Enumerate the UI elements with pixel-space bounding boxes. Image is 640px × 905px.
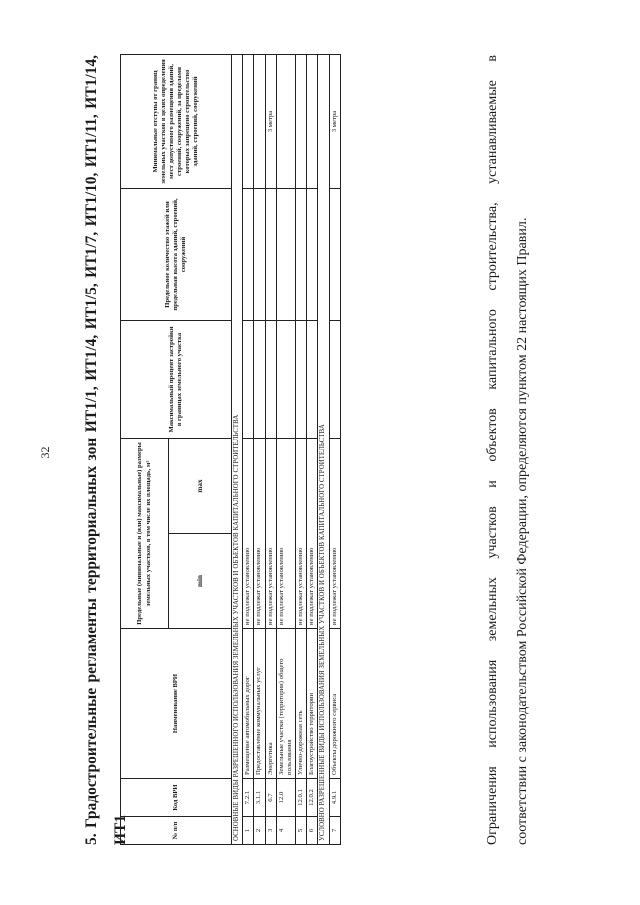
cell-percent xyxy=(243,321,254,439)
cell-setback xyxy=(307,55,318,189)
cell-percent xyxy=(265,321,276,439)
cell-floors xyxy=(307,189,318,321)
cell-setback: 3 метра xyxy=(265,55,276,189)
header-num: № п/п xyxy=(121,817,232,845)
cell-floors xyxy=(296,189,307,321)
cell-code: 12.0.2 xyxy=(307,779,318,817)
cell-code: 12.0.1 xyxy=(296,779,307,817)
table-row xyxy=(307,55,318,845)
section-row-main xyxy=(232,55,243,845)
cell-code: 12.0 xyxy=(276,779,295,817)
cell-setback xyxy=(276,55,295,189)
cell-size: не подлежат установлению xyxy=(307,439,318,629)
cell-percent xyxy=(276,321,295,439)
header-percent: Максимальный процент застройки в границах земельного участка xyxy=(121,321,232,439)
cell-size: не подлежат установлению xyxy=(243,439,254,629)
cell-percent xyxy=(296,321,307,439)
cell-setback xyxy=(296,55,307,189)
table-row xyxy=(296,55,307,845)
cell-setback: 3 метра xyxy=(329,55,340,189)
cell-floors xyxy=(243,189,254,321)
section-conditional-label: УСЛОВНО РАЗРЕШЕННЫЕ ВИДЫ ИСПОЛЬЗОВАНИЯ ЗЕМЕЛЬНЫХ УЧАСТКОВ И ОБЪЕКТОВ КАПИТАЛЬНОГО СТРОИТЕЛЬСТВА xyxy=(318,55,329,845)
restrictions-paragraph xyxy=(478,55,538,845)
cell-size: не подлежат установлению xyxy=(254,439,265,629)
header-size-text: Предельные (минимальные и (или) максимальные) размеры земельных участков, в том числе их площадь, м² xyxy=(136,442,152,625)
cell-percent xyxy=(329,321,340,439)
header-max: max xyxy=(169,439,232,534)
cell-num: 2 xyxy=(254,817,265,845)
table-row xyxy=(276,55,295,845)
cell-code: 6.7 xyxy=(265,779,276,817)
cell-floors xyxy=(254,189,265,321)
header-floors: Предельное количество этажей или предельная высота зданий, строений, сооружений xyxy=(121,189,232,321)
header-setback: Минимальные отступы от границ земельных участков в целях определения мест допустимого размещения зданий, строений, сооружений, за пределами которых запрещено строительство зданий, строений, сооружений xyxy=(121,55,232,189)
cell-num: 3 xyxy=(265,817,276,845)
footer-line-1: Ограничения использования земельных участков и объектов капитального строительства, устанавливаемые в xyxy=(485,55,500,845)
regulations-table xyxy=(120,54,341,845)
cell-size: не подлежат установлению xyxy=(265,439,276,629)
table-row xyxy=(329,55,340,845)
cell-name: Предоставление коммунальных услуг xyxy=(254,629,265,779)
regulations-table-wrapper xyxy=(120,55,341,845)
table-row xyxy=(254,55,265,845)
section-row-conditional xyxy=(318,55,329,845)
cell-code: 4.9.1 xyxy=(329,779,340,817)
cell-percent xyxy=(254,321,265,439)
cell-num: 4 xyxy=(276,817,295,845)
cell-code: 3.1.1 xyxy=(254,779,265,817)
cell-floors xyxy=(265,189,276,321)
section-heading: 5. Градостроительные регламенты территориальных зон ИТ1/1, ИТ1/4, ИТ1/5, ИТ1/7, ИТ1/10, ИТ1/11, ИТ1/14, ИТ1 xyxy=(83,55,129,845)
cell-floors xyxy=(329,189,340,321)
cell-size: не подлежат установлению xyxy=(296,439,307,629)
header-size xyxy=(121,439,169,629)
section-main-label: ОСНОВНЫЕ ВИДЫ РАЗРЕШЕННОГО ИСПОЛЬЗОВАНИЯ ЗЕМЕЛЬНЫХ УЧАСТКОВ И ОБЪЕКТОВ КАПИТАЛЬНОГО СТРОИТЕЛЬСТВА xyxy=(232,55,243,845)
cell-num: 7 xyxy=(329,817,340,845)
cell-name: Энергетика xyxy=(265,629,276,779)
cell-name: Объекты дорожного сервиса xyxy=(329,629,340,779)
cell-code: 7.2.1 xyxy=(243,779,254,817)
table-row xyxy=(243,55,254,845)
cell-percent xyxy=(307,321,318,439)
header-min: min xyxy=(169,534,232,629)
cell-name: Благоустройство территории xyxy=(307,629,318,779)
cell-num: 1 xyxy=(243,817,254,845)
cell-num: 5 xyxy=(296,817,307,845)
footer-line-2: соответствии с законодательством Российской Федерации, определяются пунктом 22 настоящих Правил. xyxy=(515,217,530,845)
header-code: Код ВРИ xyxy=(121,779,232,817)
cell-name: Размещение автомобильных дорог xyxy=(243,629,254,779)
cell-floors xyxy=(276,189,295,321)
cell-setback xyxy=(254,55,265,189)
cell-num: 6 xyxy=(307,817,318,845)
page-number: 32 xyxy=(38,446,52,459)
header-name: Наименование ВРИ xyxy=(121,629,232,779)
cell-setback xyxy=(243,55,254,189)
cell-name: Земельные участки (территории) общего пользования xyxy=(276,629,295,779)
table-row xyxy=(265,55,276,845)
cell-size: не подлежат установлению xyxy=(329,439,340,629)
cell-name: Улично-дорожная сеть xyxy=(296,629,307,779)
cell-size: не подлежат установлению xyxy=(276,439,295,629)
